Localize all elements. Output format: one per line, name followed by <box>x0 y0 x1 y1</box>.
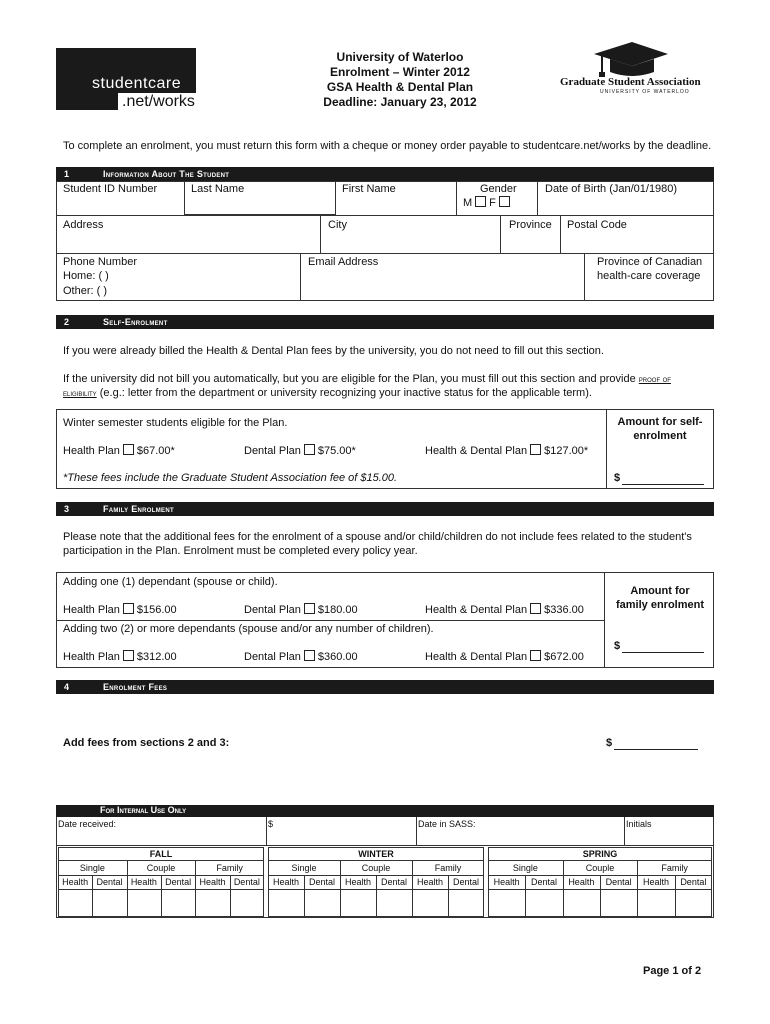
two-dental-option: Dental Plan $360.00 <box>244 651 358 663</box>
gender-label: Gender <box>480 183 517 195</box>
gender-f-checkbox[interactable] <box>499 196 510 207</box>
gender-m-checkbox[interactable] <box>475 196 486 207</box>
col-label: Health <box>568 877 595 887</box>
group-label: Couple <box>585 863 615 873</box>
entry-cell[interactable] <box>305 890 339 916</box>
col-label: Dental <box>165 877 192 887</box>
family-dollar: $ <box>614 640 621 652</box>
two-health-option: Health Plan $312.00 <box>63 651 177 663</box>
phone-label: Phone Number <box>63 256 137 268</box>
postal-label: Postal Code <box>567 219 627 231</box>
total-dollar: $ <box>606 737 613 749</box>
entry-cell[interactable] <box>59 890 91 916</box>
term-label: SPRING <box>582 849 618 859</box>
address-label: Address <box>63 219 104 231</box>
entry-cell[interactable] <box>93 890 125 916</box>
gsa-name: Graduate Student Association <box>560 76 701 88</box>
col-label: Dental <box>380 877 407 887</box>
entry-cell[interactable] <box>601 890 636 916</box>
internal-dollar: $ <box>268 819 274 829</box>
self-health-checkbox[interactable] <box>123 444 134 455</box>
group-label: Couple <box>146 863 176 873</box>
self-dental-option: Dental Plan $75.00* <box>244 445 356 457</box>
date-sass-label: Date in SASS: <box>418 819 476 829</box>
one-hd-checkbox[interactable] <box>530 603 541 614</box>
col-label: Dental <box>96 877 123 887</box>
col-label: Health <box>344 877 371 887</box>
entry-cell[interactable] <box>162 890 194 916</box>
section-4-header: 4 Enrolment Fees <box>56 680 714 694</box>
winter-label: Winter semester students eligible for the Plan. <box>63 417 288 429</box>
self-dollar: $ <box>614 472 621 484</box>
col-label: Dental <box>233 877 260 887</box>
family-amount-label-2: family enrolment <box>615 599 705 611</box>
col-label: Health <box>199 877 226 887</box>
one-dental-option: Dental Plan $180.00 <box>244 604 358 616</box>
family-amount-field[interactable] <box>622 652 704 653</box>
self-health-option: Health Plan $67.00* <box>63 445 175 457</box>
section-1-header: 1 Information About The Student <box>56 167 714 181</box>
total-amount-field[interactable] <box>614 749 698 750</box>
internal-header: For Internal Use Only <box>56 805 714 817</box>
entry-cell[interactable] <box>377 890 411 916</box>
province-label: Province <box>509 219 552 231</box>
initials-label: Initials <box>626 819 652 829</box>
col-label: Health <box>493 877 520 887</box>
gsa-sub: UNIVERSITY OF WATERLOO <box>600 89 690 95</box>
intro-text: To complete an enrolment, you must return this form with a cheque or money order payable to studentcare.net/works by the deadline. <box>63 140 712 152</box>
logo-text-2: .net/works <box>118 93 199 111</box>
col-label: Health <box>62 877 89 887</box>
entry-cell[interactable] <box>449 890 483 916</box>
graduation-cap-icon <box>592 40 670 78</box>
entry-cell[interactable] <box>341 890 375 916</box>
last-name-label: Last Name <box>191 183 245 195</box>
two-hd-checkbox[interactable] <box>530 650 541 661</box>
dob-label: Date of Birth (Jan/01/1980) <box>545 183 678 195</box>
entry-cell[interactable] <box>564 890 599 916</box>
family-note-1: Please note that the additional fees for the enrolment of a spouse and/or child/children do not include fees related to the student's <box>63 531 692 543</box>
entry-cell[interactable] <box>231 890 263 916</box>
prov-coverage-label-2: health-care coverage <box>597 270 701 282</box>
col-label: Dental <box>530 877 557 887</box>
self-amount-label: Amount for self- <box>617 416 703 428</box>
group-label: Single <box>512 863 538 873</box>
prov-coverage-label: Province of Canadian <box>597 256 703 268</box>
section-2-header: 2 Self-Enrolment <box>56 315 714 329</box>
one-health-checkbox[interactable] <box>123 603 134 614</box>
group-label: Single <box>291 863 317 873</box>
self-enrol-p1: If you were already billed the Health & Dental Plan fees by the university, you do not need to fill out this section. <box>63 345 604 357</box>
gender-options: M F <box>463 196 513 209</box>
group-label: Family <box>216 863 243 873</box>
self-amount-label-2: enrolment <box>633 430 687 442</box>
group-label: Couple <box>361 863 391 873</box>
col-label: Health <box>272 877 299 887</box>
section-3-header: 3 Family Enrolment <box>56 502 714 516</box>
entry-cell[interactable] <box>489 890 524 916</box>
entry-cell[interactable] <box>526 890 561 916</box>
self-hd-checkbox[interactable] <box>530 444 541 455</box>
city-label: City <box>328 219 347 231</box>
family-amount-label: Amount for <box>630 585 690 597</box>
col-label: Health <box>416 877 443 887</box>
one-dependant-label: Adding one (1) dependant (spouse or child). <box>63 576 278 588</box>
self-enrol-p2b: eligibility (e.g.: letter from the department or university recognizing your inactive status for the applicable term). <box>63 387 592 399</box>
entry-cell[interactable] <box>638 890 673 916</box>
family-note-2: participation in the Plan. Enrolment must be completed every policy year. <box>63 545 418 557</box>
entry-cell[interactable] <box>269 890 303 916</box>
entry-cell[interactable] <box>676 890 711 916</box>
fee-note: *These fees include the Graduate Student Association fee of $15.00. <box>63 472 398 484</box>
self-dental-checkbox[interactable] <box>304 444 315 455</box>
group-label: Single <box>79 863 105 873</box>
col-label: Health <box>642 877 669 887</box>
col-label: Dental <box>680 877 707 887</box>
entry-cell[interactable] <box>128 890 160 916</box>
student-info-box <box>56 181 714 301</box>
home-phone-label: Home: ( ) <box>63 270 109 282</box>
entry-cell[interactable] <box>196 890 228 916</box>
two-dependants-label: Adding two (2) or more dependants (spouse and/or any number of children). <box>63 623 434 635</box>
term-label: WINTER <box>358 849 394 859</box>
email-label: Email Address <box>308 256 379 268</box>
two-hd-option: Health & Dental Plan $672.00 <box>425 651 584 663</box>
form-header: University of Waterloo Enrolment – Winter 2012 GSA Health & Dental Plan Deadline: January 23, 2012 <box>323 50 477 109</box>
two-dental-checkbox[interactable] <box>304 650 315 661</box>
self-enrol-p2: If the university did not bill you automatically, but you are eligible for the Plan, you must fill out this section and provide proof of <box>63 373 671 385</box>
self-hd-option: Health & Dental Plan $127.00* <box>425 445 589 457</box>
first-name-label: First Name <box>342 183 396 195</box>
date-received-label: Date received: <box>58 819 117 829</box>
page-number: Page 1 of 2 <box>643 965 702 977</box>
group-label: Family <box>434 863 462 873</box>
entry-cell[interactable] <box>413 890 447 916</box>
one-health-option: Health Plan $156.00 <box>63 604 177 616</box>
other-phone-label: Other: ( ) <box>63 285 108 297</box>
col-label: Health <box>130 877 157 887</box>
one-hd-option: Health & Dental Plan $336.00 <box>425 604 584 616</box>
logo-text: studentcare <box>92 75 182 92</box>
two-health-checkbox[interactable] <box>123 650 134 661</box>
add-fees-label: Add fees from sections 2 and 3: <box>63 737 230 749</box>
self-amount-field[interactable] <box>622 484 704 485</box>
col-label: Dental <box>605 877 632 887</box>
term-label: FALL <box>149 849 173 859</box>
group-label: Family <box>661 863 688 873</box>
col-label: Dental <box>308 877 335 887</box>
student-id-label: Student ID Number <box>63 183 158 195</box>
col-label: Dental <box>452 877 479 887</box>
one-dental-checkbox[interactable] <box>304 603 315 614</box>
